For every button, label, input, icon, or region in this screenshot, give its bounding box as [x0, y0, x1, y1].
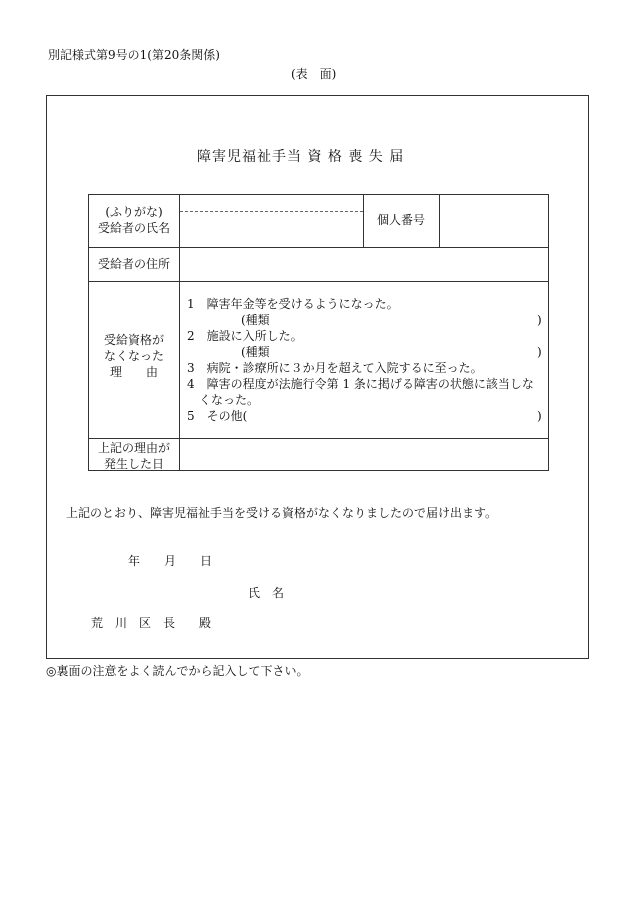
form-reference: 別記様式第9号の1(第20条関係)	[48, 48, 220, 62]
reason-1-kind-close: )	[537, 313, 542, 327]
submission-date[interactable]: 年 月 日	[128, 554, 213, 568]
reason-1-kind-label: (種類	[241, 313, 270, 327]
occurrence-date-field[interactable]	[180, 439, 548, 470]
row-divider	[89, 281, 548, 282]
reason-option-4-cont: くなった。	[199, 393, 260, 407]
reason-2-kind-close: )	[537, 345, 542, 359]
recipient-address-field[interactable]	[180, 248, 548, 281]
occurrence-date-label-line-1: 上記の理由が	[97, 441, 170, 455]
individual-number-field[interactable]	[440, 196, 548, 247]
recipient-name-label: 受給者の氏名	[97, 221, 170, 235]
footer-note: ◎裏面の注意をよく読んでから記入して下さい。	[46, 664, 309, 678]
document-title: 障害児福祉手当 資 格 喪 失 届	[197, 149, 405, 165]
addressee: 荒 川 区 長 殿	[91, 616, 212, 630]
furigana-field[interactable]	[180, 196, 363, 211]
reason-2-kind-label: (種類	[241, 345, 270, 359]
reason-5-close: )	[537, 409, 542, 423]
recipient-name-field[interactable]	[180, 212, 363, 247]
reason-option-3[interactable]: 3 病院・診療所に３か月を超えて入院するに至った。	[187, 361, 483, 375]
reason-option-1[interactable]: 1 障害年金等を受けるようになった。	[187, 297, 399, 311]
reason-label-line-1: 受給資格が	[103, 333, 164, 347]
form-table	[88, 194, 549, 471]
individual-number-label: 個人番号	[376, 213, 425, 227]
recipient-address-label: 受給者の住所	[97, 257, 170, 271]
side-label: (表 面)	[291, 67, 337, 81]
occurrence-date-label-line-2: 発生した日	[103, 457, 164, 471]
reason-label-line-3: 理 由	[109, 365, 158, 379]
reason-label-line-2: なくなった	[103, 349, 164, 363]
reason-option-2[interactable]: 2 施設に入所した。	[187, 329, 303, 343]
furigana-label: (ふりがな)	[105, 205, 163, 219]
closing-statement: 上記のとおり、障害児福祉手当を受ける資格がなくなりましたので届け出ます。	[66, 506, 498, 520]
reason-option-5[interactable]: 5 その他(	[187, 409, 248, 423]
reason-option-4[interactable]: 4 障害の程度が法施行令第 1 条に掲げる障害の状態に該当しな	[187, 377, 534, 391]
applicant-name[interactable]: 氏 名	[248, 586, 285, 600]
